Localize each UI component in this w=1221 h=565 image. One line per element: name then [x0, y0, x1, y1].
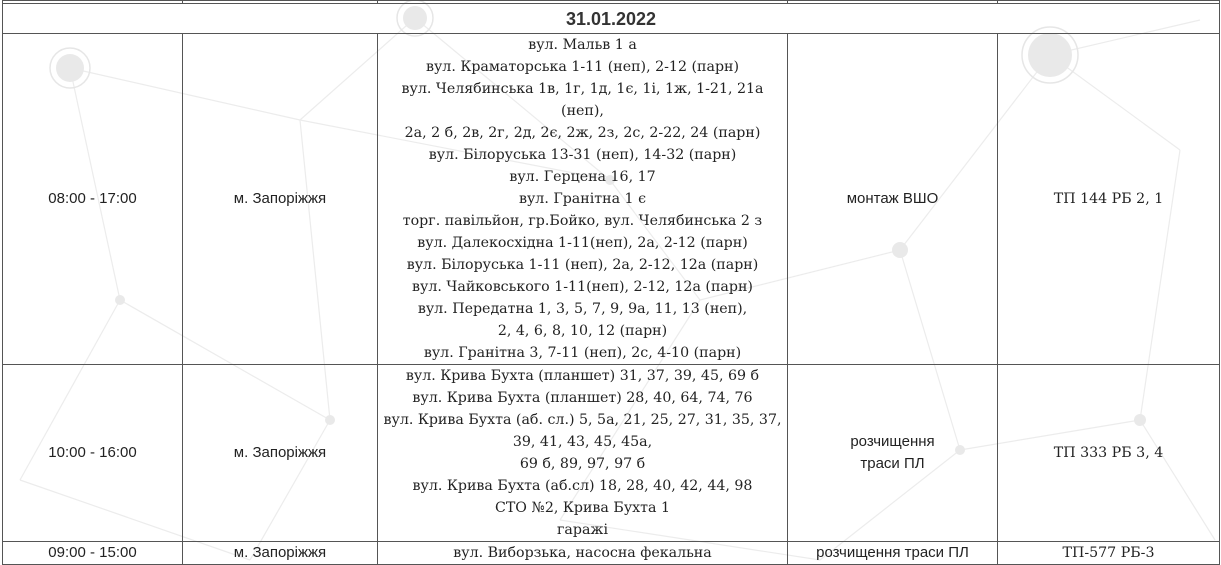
address-line: вул. Крива Бухта (аб.сл) 18, 28, 40, 42, 44, 98	[412, 478, 753, 494]
address-line: вул. Чайковського 1-11(неп), 2-12, 12а (парн)	[412, 279, 753, 295]
address-line: гаражі	[556, 522, 609, 538]
table-row	[3, 34, 1220, 365]
city-cell: м. Запоріжжя	[183, 542, 378, 565]
address-line: 69 б, 89, 97, 97 б	[519, 456, 646, 472]
address-line: (неп),	[561, 103, 604, 119]
work-type-cell	[788, 34, 998, 365]
addresses-cell	[378, 542, 788, 565]
addresses-cell	[378, 365, 788, 542]
work-type-line: розчищення траси ПЛ	[816, 544, 969, 561]
work-type-line: монтаж ВШО	[846, 190, 939, 207]
address-line: вул. Крива Бухта (аб. сл.) 5, 5а, 21, 25, 27, 31, 35, 37,	[383, 412, 782, 428]
work-type-cell	[788, 542, 998, 565]
work-type-line: траси ПЛ	[860, 455, 925, 472]
object-cell: ТП 144 РБ 2, 1	[998, 34, 1220, 365]
address-line: вул. Крива Бухта (планшет) 28, 40, 64, 74, 76	[412, 390, 753, 406]
object-cell: ТП 333 РБ 3, 4	[998, 365, 1220, 542]
table-row	[3, 542, 1220, 565]
work-type-line: розчищення	[850, 433, 935, 450]
city-cell: м. Запоріжжя	[183, 34, 378, 365]
time-cell: 10:00 - 16:00	[3, 365, 183, 542]
address-line: вул. Крива Бухта (планшет) 31, 37, 39, 45, 69 б	[405, 368, 760, 384]
city-cell: м. Запоріжжя	[183, 365, 378, 542]
time-cell: 09:00 - 15:00	[3, 542, 183, 565]
date-row	[3, 4, 1220, 34]
address-line: 2, 4, 6, 8, 10, 12 (парн)	[497, 323, 668, 339]
address-line: вул. Краматорська 1-11 (неп), 2-12 (парн)	[425, 59, 740, 75]
address-line: 2а, 2 б, 2в, 2г, 2д, 2є, 2ж, 2з, 2с, 2-22, 24 (парн)	[404, 125, 761, 141]
address-line: вул. Челябинська 1в, 1г, 1д, 1є, 1і, 1ж, 1-21, 21а	[401, 81, 764, 97]
addresses-cell	[378, 34, 788, 365]
outage-schedule-table	[2, 0, 1220, 565]
address-line: вул. Герцена 16, 17	[509, 169, 656, 185]
address-line: вул. Мальв 1 а	[528, 37, 637, 53]
address-line: вул. Білоруська 13-31 (неп), 14-32 (парн)	[428, 147, 737, 163]
address-line: вул. Гранітна 1 є	[518, 191, 647, 207]
address-line: вул. Виборзька, насосна фекальна	[453, 545, 712, 561]
address-line: вул. Білоруська 1-11 (неп), 2а, 2-12, 12а (парн)	[406, 257, 759, 273]
object-cell: ТП-577 РБ-3	[998, 542, 1220, 565]
address-line: СТО №2, Крива Бухта 1	[494, 500, 671, 516]
work-type-cell	[788, 365, 998, 542]
time-cell: 08:00 - 17:00	[3, 34, 183, 365]
address-line: 39, 41, 43, 45, 45а,	[512, 434, 653, 450]
address-line: вул. Далекосхідна 1-11(неп), 2а, 2-12 (парн)	[417, 235, 748, 251]
address-line: вул. Гранітна 3, 7-11 (неп), 2с, 4-10 (парн)	[423, 345, 742, 361]
address-line: торг. павільйон, гр.Бойко, вул. Челябинська 2 з	[402, 213, 763, 229]
date-header: 31.01.2022	[3, 4, 1220, 34]
table-row	[3, 365, 1220, 542]
address-line: вул. Передатна 1, 3, 5, 7, 9, 9а, 11, 13 (неп),	[417, 301, 748, 317]
